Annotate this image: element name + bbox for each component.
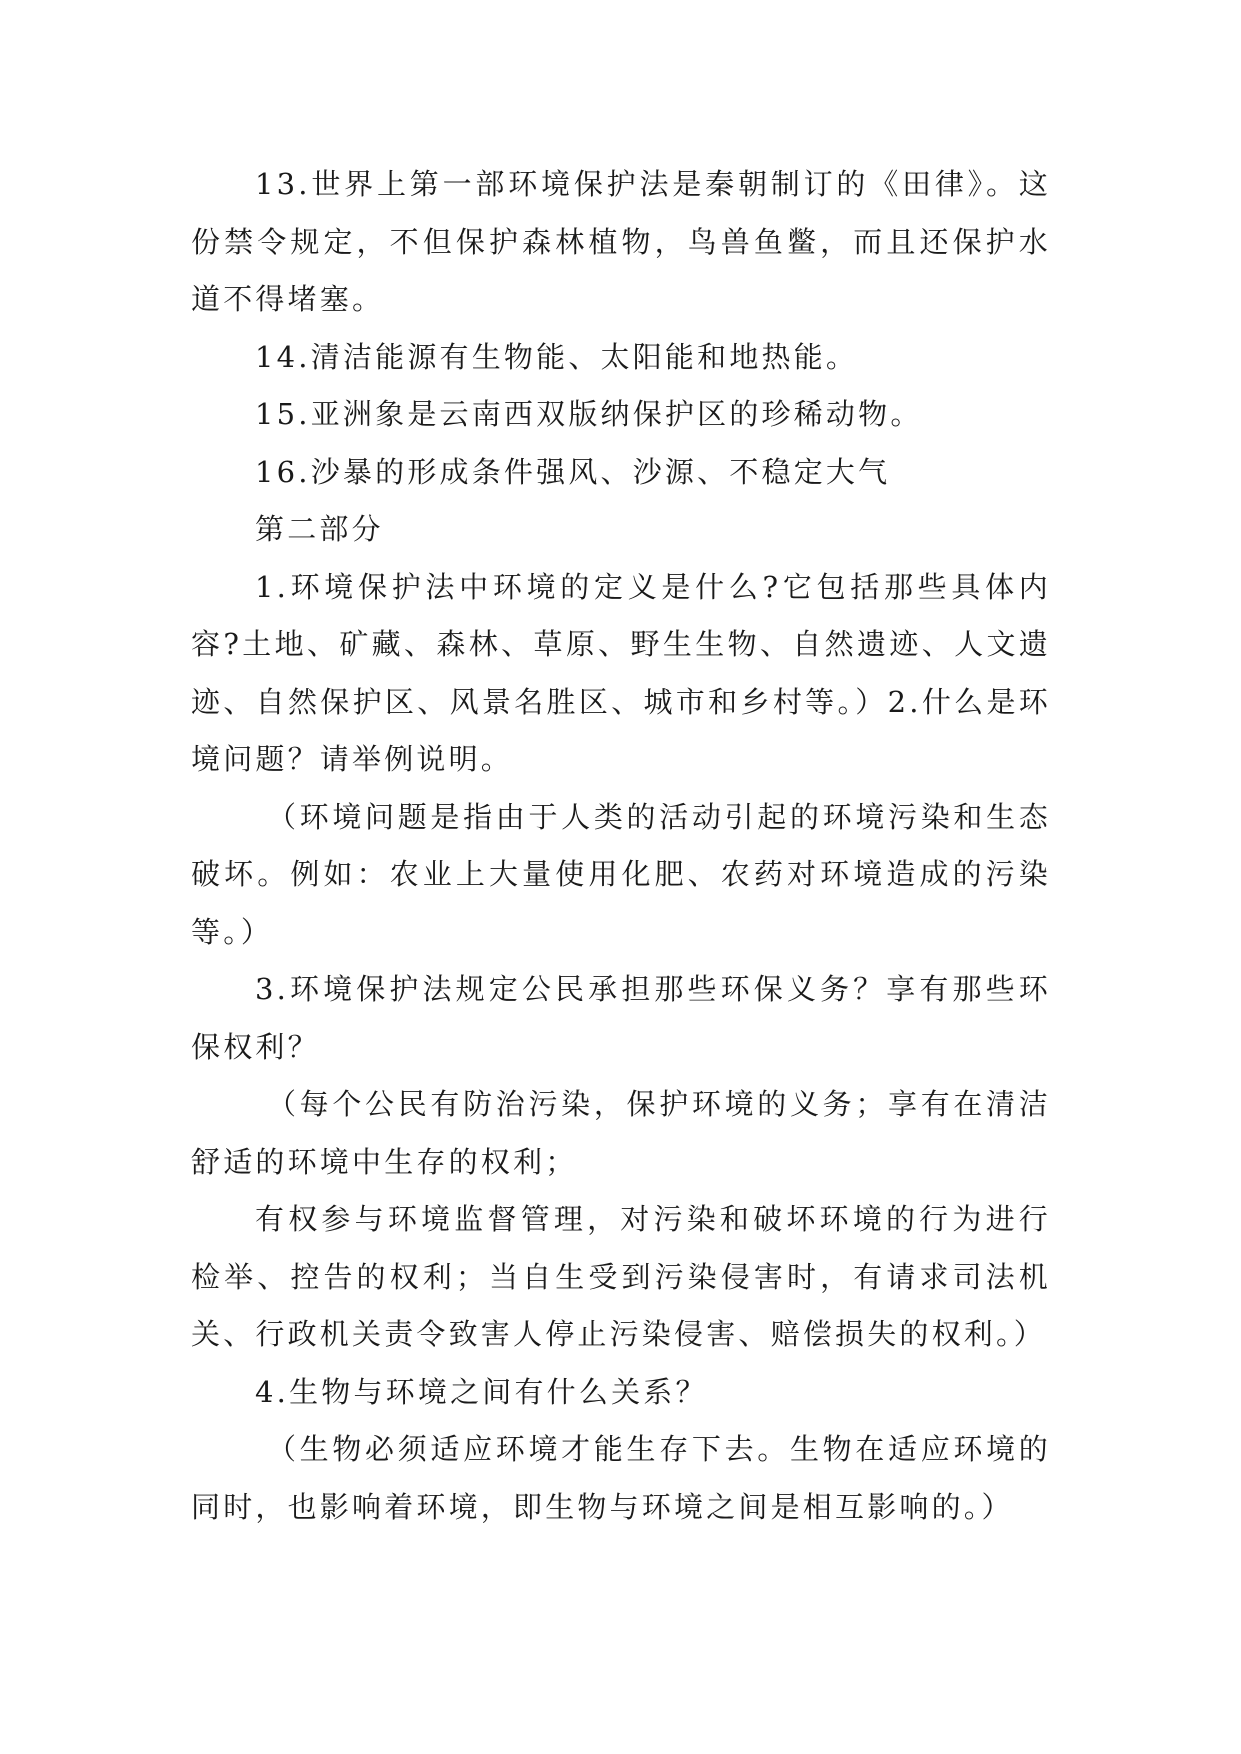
section-heading-part-two: 第二部分 [255, 512, 384, 546]
document-body [191, 156, 1051, 1536]
answer-2: （环境问题是指由于人类的活动引起的环境污染和生态破坏。例如：农业上大量使用化肥、农药对环境造成的污染等。） [191, 799, 1051, 949]
paragraph-item-16: 16.沙暴的形成条件强风、沙源、不稳定大气 [255, 454, 891, 489]
question-4: 4.生物与环境之间有什么关系？ [255, 1374, 708, 1409]
question-1-and-2: 1.环境保护法中环境的定义是什么?它包括那些具体内容?土地、矿藏、森林、草原、野生生物、自然遗迹、人文遗迹、自然保护区、风景名胜区、城市和乡村等。）2.什么是环境问题？请举例说明。 [191, 569, 1051, 776]
answer-3-part-1: （每个公民有防治污染，保护环境的义务；享有在清洁舒适的环境中生存的权利； [191, 1087, 1051, 1179]
paragraph-item-13: 13.世界上第一部环境保护法是秦朝制订的《田律》。这份禁令规定，不但保护森林植物，鸟兽鱼鳖，而且还保护水道不得堵塞。 [191, 167, 1051, 316]
paragraph-item-14: 14.清洁能源有生物能、太阳能和地热能。 [255, 339, 859, 374]
answer-3-part-2: 有权参与环境监督管理，对污染和破坏环境的行为进行检举、控告的权利；当自生受到污染侵害时，有请求司法机关、行政机关责令致害人停止污染侵害、赔偿损失的权利。） [191, 1202, 1051, 1351]
answer-4: （生物必须适应环境才能生存下去。生物在适应环境的同时，也影响着环境，即生物与环境之间是相互影响的。） [191, 1432, 1051, 1524]
question-3: 3.环境保护法规定公民承担那些环保义务？享有那些环保权利？ [191, 972, 1051, 1064]
paragraph-item-15: 15.亚洲象是云南西双版纳保护区的珍稀动物。 [255, 397, 923, 431]
